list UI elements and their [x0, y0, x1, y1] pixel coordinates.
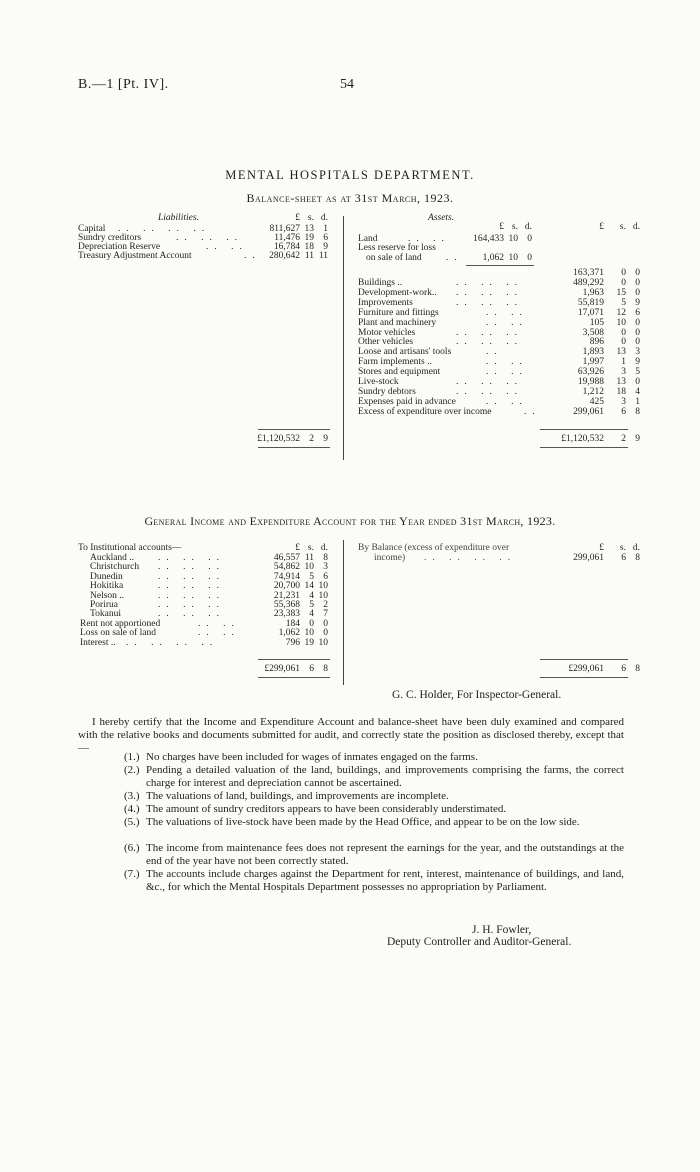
institution-row: Christchurch .. .. ..: [90, 562, 225, 573]
certificate-item-text: The amount of sundry creditors appears to have been considerably understimated.: [146, 803, 507, 815]
certificate-item-number: (7.): [124, 868, 140, 880]
institution-row: Nelson .. .. .. ..: [90, 590, 225, 601]
asset-amount: 489,292 0 0: [573, 278, 640, 288]
asset-amount: 19,988 13 0: [577, 377, 640, 387]
land-net-amount: 163,371 0 0: [573, 268, 640, 278]
certificate-item-number: (4.): [124, 803, 140, 815]
asset-row: Sundry debtors .. .. ..: [358, 386, 523, 397]
asset-row: Excess of expenditure over income ..: [358, 406, 541, 417]
inspector-signature: G. C. Holder, For Inspector-General.: [392, 689, 562, 701]
asset-amount: 425 3 1: [589, 396, 640, 407]
asset-amount: 3,508 0 0: [582, 327, 640, 338]
institution-row: Auckland .. .. .. ..: [90, 553, 225, 563]
liabilities-currency-header: £ s. d.: [295, 213, 328, 223]
liability-amount: 16,784 18 9: [273, 242, 328, 252]
certificate-item-text: The income from maintenance fees does not represent the earnings for the year, and the outstandings at the end of the year have not been correctly stated.: [146, 842, 624, 867]
assets-total-rule: [540, 429, 628, 430]
asset-row: Improvements .. .. ..: [358, 297, 523, 308]
income-other-amount: 1,062 10 0: [278, 628, 328, 639]
institution-amount: 20,700 14 10: [273, 581, 328, 592]
asset-amount: 1,212 18 4: [582, 386, 640, 397]
land-currency-header: £ s. d.: [499, 222, 532, 232]
asset-row: Loose and artisans' tools ..: [358, 347, 503, 358]
assets-heading: Assets.: [428, 213, 455, 223]
certificate-item-number: (3.): [124, 790, 140, 802]
certificate-item-number: (2.): [124, 764, 140, 776]
certificate-item-text: The accounts include charges against the Department for rent, interest, maintenance of buildings, and land, &c., for which the Mental Hospitals Department possesses no appropriation by Parliament.: [146, 868, 624, 893]
asset-row: Development-work.. .. .. ..: [358, 287, 523, 298]
certificate-item-number: (6.): [124, 842, 140, 854]
asset-amount: 1,893 13 3: [582, 347, 640, 358]
income-total-underline-left: [258, 677, 330, 678]
land-row: Land .. ..: [358, 234, 450, 244]
asset-row: Other vehicles .. .. ..: [358, 337, 523, 348]
institution-amount: 74,914 5 6: [273, 571, 328, 582]
auditor-name: J. H. Fowler,: [472, 924, 532, 936]
asset-row: Live-stock .. .. ..: [358, 377, 523, 387]
liabilities-total-rule: [258, 429, 330, 430]
land-less-label: Less reserve for loss: [358, 243, 436, 253]
income-total-underline-right: [540, 677, 628, 678]
asset-row: Farm implements .. .. ..: [358, 357, 528, 368]
income-account-divider: [343, 540, 344, 685]
liability-row: Sundry creditors .. .. ..: [78, 233, 243, 243]
liabilities-total-underline: [258, 447, 330, 448]
institution-row: Tokanui .. .. ..: [90, 609, 225, 620]
assets-total-underline: [540, 447, 628, 448]
liabilities-total: £1,120,532 2 9: [257, 434, 328, 444]
income-other-row: Interest .. .. .. .. ..: [80, 637, 219, 648]
liability-row: Treasury Adjustment Account ..: [78, 251, 261, 261]
liability-amount: 11,476 19 6: [274, 233, 328, 243]
institution-amount: 23,383 4 7: [273, 609, 328, 620]
asset-amount: 55,819 5 9: [577, 297, 640, 308]
income-total-rule-right: [540, 659, 628, 660]
certificate-item-text: No charges have been included for wages of inmates engaged on the farms.: [146, 751, 478, 763]
asset-row: Furniture and fittings .. ..: [358, 307, 528, 318]
income-account-title: General Income and Expenditure Account for the Year ended 31st March, 1923.: [144, 514, 556, 528]
page-reference: B.—1 [Pt. IV].: [78, 77, 169, 92]
certificate-item-text: Pending a detailed valuation of the land, buildings, and improvements comprising the farms, the correct charge for interest and depreciation cannot be ascertained.: [146, 764, 624, 789]
liability-amount: 811,627 13 1: [269, 224, 328, 234]
by-balance-line-1: By Balance (excess of expenditure over: [358, 543, 510, 553]
balance-sheet-title: Balance-sheet as at 31st March, 1923.: [246, 191, 454, 205]
balance-sheet-divider: [343, 216, 344, 460]
income-other-row: Rent not apportioned .. ..: [80, 619, 240, 629]
liability-amount: 280,642 11 11: [269, 251, 328, 261]
auditor-title: Deputy Controller and Auditor-General.: [387, 936, 572, 948]
income-other-amount: 184 0 0: [285, 619, 328, 629]
land-less-label-2: on sale of land ..: [366, 253, 463, 263]
by-balance-amount: 299,061 6 8: [573, 553, 640, 563]
asset-row: Expenses paid in advance .. ..: [358, 396, 528, 407]
asset-row: Motor vehicles .. .. ..: [358, 327, 523, 338]
income-other-amount: 796 19 10: [285, 637, 328, 648]
income-currency-header-right: £ s. d.: [599, 543, 640, 553]
income-total-left: £299,061 6 8: [264, 664, 328, 674]
income-currency-header-left: £ s. d.: [295, 543, 328, 553]
asset-amount: 1,963 15 0: [582, 287, 640, 298]
page-number: 54: [340, 77, 354, 92]
asset-amount: 17,071 12 6: [577, 307, 640, 318]
certificate-item-text: The valuations of land, buildings, and improvements are incomplete.: [146, 790, 449, 802]
income-total-rule-left: [258, 659, 330, 660]
asset-row: Plant and machinery .. ..: [358, 317, 528, 328]
income-other-row: Loss on sale of land .. ..: [80, 628, 240, 639]
institution-amount: 21,231 4 10: [273, 590, 328, 601]
income-total-right: £299,061 6 8: [568, 664, 640, 674]
asset-amount: 1,997 1 9: [582, 357, 640, 368]
asset-amount: 299,061 6 8: [573, 406, 640, 417]
land-amount: 164,433 10 0: [473, 234, 532, 244]
certificate-item-text: The valuations of live-stock have been made by the Head Office, and appear to be on the low side.: [146, 816, 580, 828]
liability-row: Depreciation Reserve .. ..: [78, 242, 248, 252]
certificate-intro: I hereby certify that the Income and Expenditure Account and balance-sheet have been duly examined and compared with the relative books and documents submitted for audit, and correctly state the position as disclosed thereby, except that—: [78, 716, 624, 754]
assets-total: £1,120,532 2 9: [561, 434, 640, 444]
institution-row: Dunedin .. .. ..: [90, 571, 225, 582]
institution-amount: 46,557 11 8: [273, 553, 328, 563]
asset-row: Stores and equipment .. ..: [358, 367, 528, 378]
liability-row: Capital .. .. .. ..: [78, 224, 211, 234]
institution-row: Hokitika .. .. ..: [90, 581, 225, 592]
certificate-item-number: (5.): [124, 816, 140, 828]
institution-amount: 55,368 5 2: [273, 600, 328, 610]
institution-row: Porirua .. .. ..: [90, 600, 225, 610]
asset-amount: 105 10 0: [589, 317, 640, 328]
asset-amount: 896 0 0: [589, 337, 640, 348]
asset-amount: 63,926 3 5: [577, 367, 640, 378]
certificate-item-number: (1.): [124, 751, 140, 763]
asset-row: Buildings .. .. .. ..: [358, 278, 523, 288]
liabilities-heading: Liabilities.: [158, 213, 199, 223]
assets-currency-header: £ s. d.: [599, 222, 640, 232]
institutional-accounts-label: To Institutional accounts—: [78, 543, 182, 553]
land-less-amount: 1,062 10 0: [482, 253, 532, 263]
institution-amount: 54,862 10 3: [273, 562, 328, 573]
department-title: MENTAL HOSPITALS DEPARTMENT.: [225, 168, 475, 182]
by-balance-line-2: income) .. .. .. ..: [374, 553, 517, 563]
land-rule: [466, 265, 534, 266]
